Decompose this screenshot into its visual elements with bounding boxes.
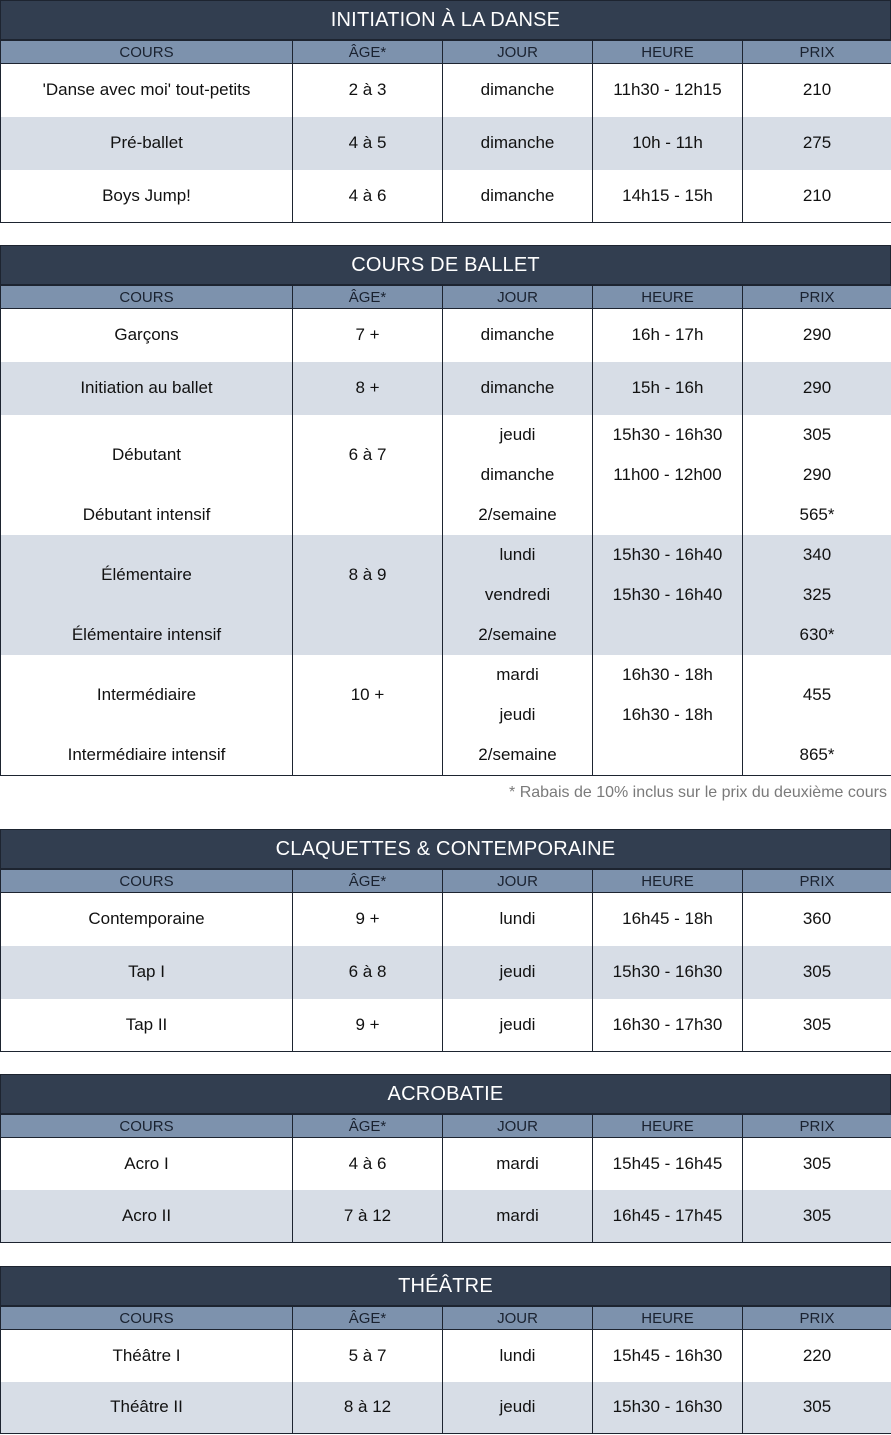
cell-age	[293, 415, 443, 535]
day-value: jeudi	[499, 424, 536, 444]
col-header-jour: JOUR	[443, 1115, 593, 1138]
cell-heure: 15h30 - 16h30	[593, 946, 743, 999]
price-value: 305	[802, 424, 832, 444]
table-row	[1, 893, 891, 946]
table-row	[1, 1382, 891, 1434]
cell-cours: Garçons	[1, 309, 293, 362]
cell-prix: 290	[743, 309, 891, 362]
table-row-group	[1, 535, 891, 655]
col-header-prix: PRIX	[743, 41, 891, 64]
day-value: 2/semaine	[478, 504, 557, 524]
cell-heure: 15h45 - 16h30	[593, 1330, 743, 1382]
cell-jour: mardi	[443, 1190, 593, 1243]
cell-jour	[443, 655, 593, 776]
cell-prix: 305	[743, 946, 891, 999]
table-row	[1, 170, 891, 223]
cell-cours: Théâtre I	[1, 1330, 293, 1382]
cell-age	[293, 655, 443, 776]
age-value: 8 à 9	[348, 564, 387, 584]
section-ballet	[0, 245, 891, 776]
schedule-table	[0, 40, 891, 223]
col-header-age: ÂGE*	[293, 1307, 443, 1330]
course-name-intensive: Élémentaire intensif	[71, 624, 222, 644]
table-row	[1, 1190, 891, 1243]
cell-jour	[443, 415, 593, 535]
col-header-age: ÂGE*	[293, 41, 443, 64]
cell-heure: 15h30 - 16h30	[593, 1382, 743, 1434]
col-header-cours: COURS	[1, 1115, 293, 1138]
day-value: 2/semaine	[478, 744, 557, 764]
day-value: jeudi	[499, 704, 536, 724]
day-value: 2/semaine	[478, 624, 557, 644]
cell-prix	[743, 415, 891, 535]
header-row	[1, 41, 891, 64]
course-name-intensive: Intermédiaire intensif	[67, 744, 226, 764]
cell-age: 2 à 3	[293, 64, 443, 117]
price-value: 340	[802, 544, 832, 564]
cell-heure: 11h30 - 12h15	[593, 64, 743, 117]
col-header-cours: COURS	[1, 1307, 293, 1330]
table-row-group	[1, 415, 891, 535]
cell-cours: Initiation au ballet	[1, 362, 293, 415]
cell-cours: 'Danse avec moi' tout-petits	[1, 64, 293, 117]
cell-heure	[593, 415, 743, 535]
cell-heure: 15h45 - 16h45	[593, 1138, 743, 1190]
cell-cours	[1, 535, 293, 655]
cell-cours: Acro II	[1, 1190, 293, 1243]
cell-prix: 305	[743, 999, 891, 1052]
cell-prix: 210	[743, 64, 891, 117]
time-value: 15h30 - 16h40	[612, 584, 723, 604]
cell-cours: Acro I	[1, 1138, 293, 1190]
cell-heure: 16h30 - 17h30	[593, 999, 743, 1052]
table-row	[1, 362, 891, 415]
col-header-heure: HEURE	[593, 1115, 743, 1138]
section-initiation	[0, 0, 891, 223]
price-value: 290	[802, 464, 832, 484]
price-value: 865*	[799, 744, 835, 764]
cell-jour: dimanche	[443, 309, 593, 362]
cell-age: 7 +	[293, 309, 443, 362]
cell-heure: 16h45 - 18h	[593, 893, 743, 946]
cell-jour: dimanche	[443, 64, 593, 117]
cell-heure	[593, 535, 743, 655]
age-value: 6 à 7	[348, 444, 387, 464]
cell-age: 4 à 6	[293, 170, 443, 223]
col-header-prix: PRIX	[743, 286, 891, 309]
cell-prix	[743, 535, 891, 655]
section-claquettes	[0, 829, 891, 1052]
cell-cours	[1, 415, 293, 535]
price-value: 565*	[799, 504, 835, 524]
time-value: 15h30 - 16h40	[612, 544, 723, 564]
cell-cours	[1, 655, 293, 776]
cell-heure: 16h - 17h	[593, 309, 743, 362]
cell-cours: Théâtre II	[1, 1382, 293, 1434]
price-value: 630*	[799, 624, 835, 644]
cell-cours: Contemporaine	[1, 893, 293, 946]
cell-jour: lundi	[443, 1330, 593, 1382]
cell-prix: 210	[743, 170, 891, 223]
cell-prix	[743, 655, 891, 776]
cell-heure: 10h - 11h	[593, 117, 743, 170]
col-header-cours: COURS	[1, 870, 293, 893]
price-value: 455	[802, 684, 832, 704]
cell-cours: Tap II	[1, 999, 293, 1052]
header-row	[1, 870, 891, 893]
col-header-jour: JOUR	[443, 870, 593, 893]
cell-prix: 290	[743, 362, 891, 415]
time-value: 16h30 - 18h	[622, 664, 713, 684]
col-header-jour: JOUR	[443, 41, 593, 64]
day-value: mardi	[496, 664, 539, 684]
day-value: dimanche	[480, 464, 555, 484]
cell-prix: 305	[743, 1382, 891, 1434]
cell-cours: Pré-ballet	[1, 117, 293, 170]
section-title: CLAQUETTES & CONTEMPORAINE	[0, 829, 891, 869]
schedule-table	[0, 285, 891, 776]
col-header-prix: PRIX	[743, 1307, 891, 1330]
cell-jour: mardi	[443, 1138, 593, 1190]
cell-jour	[443, 535, 593, 655]
col-header-jour: JOUR	[443, 286, 593, 309]
cell-jour: dimanche	[443, 170, 593, 223]
section-title: INITIATION À LA DANSE	[0, 0, 891, 40]
cell-age: 4 à 6	[293, 1138, 443, 1190]
cell-age: 9 +	[293, 893, 443, 946]
table-row	[1, 946, 891, 999]
header-row	[1, 1307, 891, 1330]
cell-prix: 220	[743, 1330, 891, 1382]
cell-age: 4 à 5	[293, 117, 443, 170]
price-value: 325	[802, 584, 832, 604]
col-header-cours: COURS	[1, 41, 293, 64]
course-name-intensive: Débutant intensif	[82, 504, 211, 524]
cell-prix: 360	[743, 893, 891, 946]
cell-prix: 305	[743, 1138, 891, 1190]
col-header-jour: JOUR	[443, 1307, 593, 1330]
col-header-age: ÂGE*	[293, 870, 443, 893]
schedule-table	[0, 869, 891, 1052]
cell-jour: dimanche	[443, 362, 593, 415]
col-header-age: ÂGE*	[293, 1115, 443, 1138]
section-acrobatie	[0, 1074, 891, 1243]
table-row	[1, 1138, 891, 1190]
section-title: THÉÂTRE	[0, 1266, 891, 1306]
table-row	[1, 999, 891, 1052]
cell-jour: jeudi	[443, 999, 593, 1052]
section-theatre	[0, 1266, 891, 1434]
section-title: ACROBATIE	[0, 1074, 891, 1114]
footnote: * Rabais de 10% inclus sur le prix du deuxième cours	[509, 784, 887, 801]
cell-heure: 14h15 - 15h	[593, 170, 743, 223]
col-header-age: ÂGE*	[293, 286, 443, 309]
header-row	[1, 1115, 891, 1138]
cell-age: 9 +	[293, 999, 443, 1052]
cell-jour: lundi	[443, 893, 593, 946]
cell-age: 7 à 12	[293, 1190, 443, 1243]
col-header-heure: HEURE	[593, 1307, 743, 1330]
cell-age	[293, 535, 443, 655]
schedule-table	[0, 1114, 891, 1243]
col-header-prix: PRIX	[743, 1115, 891, 1138]
cell-jour: dimanche	[443, 117, 593, 170]
time-value: 16h30 - 18h	[622, 704, 713, 724]
course-name: Intermédiaire	[96, 684, 197, 704]
time-value: 11h00 - 12h00	[613, 464, 722, 484]
section-title: COURS DE BALLET	[0, 245, 891, 285]
table-row-group	[1, 655, 891, 776]
day-value: lundi	[499, 544, 536, 564]
col-header-heure: HEURE	[593, 41, 743, 64]
cell-heure: 15h - 16h	[593, 362, 743, 415]
cell-cours: Boys Jump!	[1, 170, 293, 223]
table-row	[1, 117, 891, 170]
col-header-prix: PRIX	[743, 870, 891, 893]
day-value: vendredi	[484, 584, 551, 604]
cell-heure: 16h45 - 17h45	[593, 1190, 743, 1243]
cell-age: 6 à 8	[293, 946, 443, 999]
cell-age: 8 +	[293, 362, 443, 415]
cell-heure	[593, 655, 743, 776]
cell-cours: Tap I	[1, 946, 293, 999]
table-row	[1, 309, 891, 362]
header-row	[1, 286, 891, 309]
schedule-table	[0, 1306, 891, 1434]
col-header-heure: HEURE	[593, 286, 743, 309]
course-name: Élémentaire	[101, 564, 192, 584]
cell-age: 8 à 12	[293, 1382, 443, 1434]
cell-jour: jeudi	[443, 1382, 593, 1434]
cell-prix: 275	[743, 117, 891, 170]
cell-age: 5 à 7	[293, 1330, 443, 1382]
cell-jour: jeudi	[443, 946, 593, 999]
course-name: Débutant	[112, 444, 181, 464]
cell-prix: 305	[743, 1190, 891, 1243]
table-row	[1, 64, 891, 117]
col-header-cours: COURS	[1, 286, 293, 309]
table-row	[1, 1330, 891, 1382]
age-value: 10 +	[350, 684, 385, 704]
col-header-heure: HEURE	[593, 870, 743, 893]
time-value: 15h30 - 16h30	[612, 424, 723, 444]
